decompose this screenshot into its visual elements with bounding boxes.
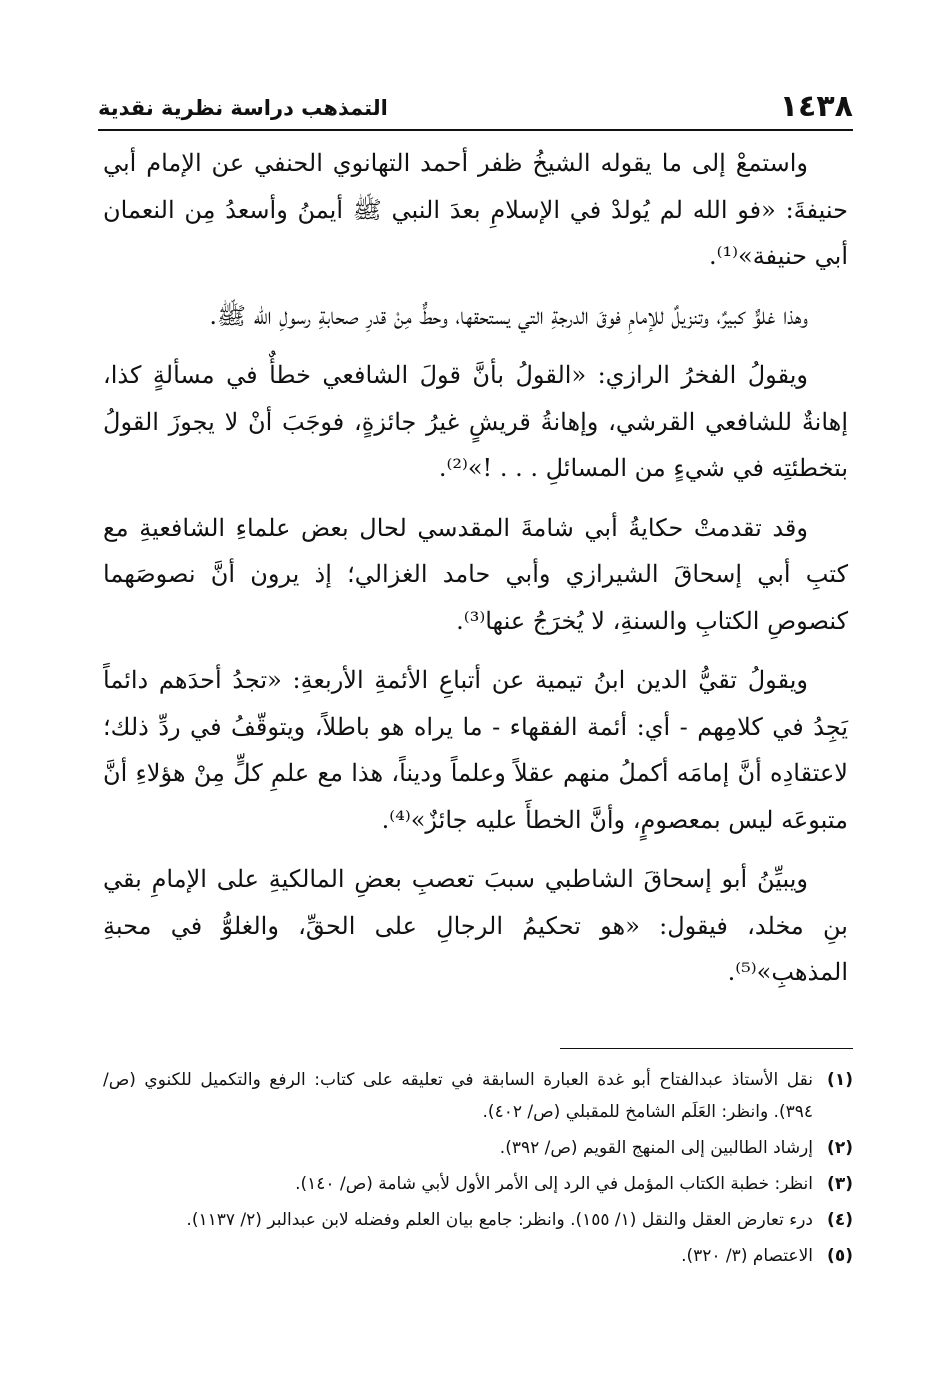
footnote [103,1064,853,1128]
paragraph: واستمعْ إلى ما يقوله الشيخُ ظفر أحمد التهانوي الحنفي عن الإمام أبي حنيفةَ: «فو الله لم يُولدْ في الإسلامِ بعدَ النبي ﷺ أيمنُ وأسعدُ مِن النعمان أبي حنيفة»⁽¹⁾. [103,149,849,270]
footnote-text: انظر: خطبة الكتاب المؤمل في الرد إلى الأمر الأول لأبي شامة (ص/ ١٤٠). [295,1174,813,1194]
footnote-text: الاعتصام (٣/ ٣٢٠). [681,1246,813,1266]
footnote-number: (٣) [827,1174,853,1194]
footnote-number: (١) [827,1070,853,1090]
footnote [103,1240,853,1272]
footnote-rule [560,1048,853,1049]
book-title: التمذهب دراسة نظرية نقدية [98,96,388,120]
paragraph: ويقولُ تقيُّ الدين ابنُ تيمية عن أتباعِ الأئمةِ الأربعةِ: «تجدُ أحدَهم دائماً يَجِدُ في كلامِهم - أي: أئمة الفقهاء - ما يراه هو باطلاً، ويتوقّفُ في ردِّ ذلك؛ لاعتقادِه أنَّ إمامَه أكملُ منهم عقلاً وعلماً وديناً، هذا مع علمِ كلٍّ مِنْ هؤلاءِ أنَّ متبوعَه ليس بمعصومٍ، وأنَّ الخطأَ عليه جائزٌ»⁽⁴⁾. [103,666,848,834]
running-header [98,88,853,128]
footnotes [103,1064,853,1276]
footnote-number: (٤) [827,1210,853,1230]
paragraph: وهذا غلوٌّ كبيرٌ، وتنزيلٌ للإمامِ فوقَ الدرجةِ التي يستحقها، وحطٌّ مِنْ قدرِ صحابةِ رسولِ الله ﷺ. [209,301,808,330]
footnote-number: (٥) [827,1246,853,1266]
page-number: ١٤٣٨ [779,89,853,124]
footnote [103,1204,853,1236]
footnote-text: درء تعارض العقل والنقل (١/ ١٥٥). وانظر: جامع بيان العلم وفضله لابن عبدالبر (٢/ ١١٣٧). [186,1210,813,1230]
paragraph: ويقولُ الفخرُ الرازي: «القولُ بأنَّ قولَ الشافعي خطأٌ في مسألةٍ كذا، إهانةٌ للشافعي القرشي، وإهانةُ قريشٍ غيرُ جائزةٍ، فوجَبَ أنْ لا يجوزَ القولُ بتخطئتِه في شيءٍ من المسائلِ . . . !»⁽²⁾. [103,361,849,482]
paragraph: وقد تقدمتْ حكايةُ أبي شامةَ المقدسي لحال بعض علماءِ الشافعيةِ مع كتبِ أبي إسحاقَ الشيرازي وأبي حامد الغزالي؛ إذ يرون أنَّ نصوصَهما كنصوصِ الكتابِ والسنةِ، لا يُخرَجُ عنها⁽³⁾. [103,513,848,635]
footnote-text: نقل الأستاذ عبدالفتاح أبو غدة العبارة السابقة في تعليقه على كتاب: الرفع والتكميل للكنوي (ص/ ٣٩٤). وانظر: العَلَم الشامخ للمقبلي (ص/ ٤٠٢). [103,1070,813,1122]
paragraph: ويبيِّنُ أبو إسحاقَ الشاطبي سببَ تعصبِ بعضِ المالكيةِ على الإمامِ بقي بنِ مخلد، فيقول: «هو تحكيمُ الرجالِ على الحقِّ، والغلوُّ في محبةِ المذهبِ»⁽⁵⁾. [103,865,848,986]
main-text [103,140,848,1009]
footnote-number: (٢) [827,1138,853,1158]
header-rule [98,129,853,131]
footnote-text: إرشاد الطالبين إلى المنهج القويم (ص/ ٣٩٢). [499,1138,813,1158]
footnote [103,1168,853,1200]
footnote [103,1132,853,1164]
